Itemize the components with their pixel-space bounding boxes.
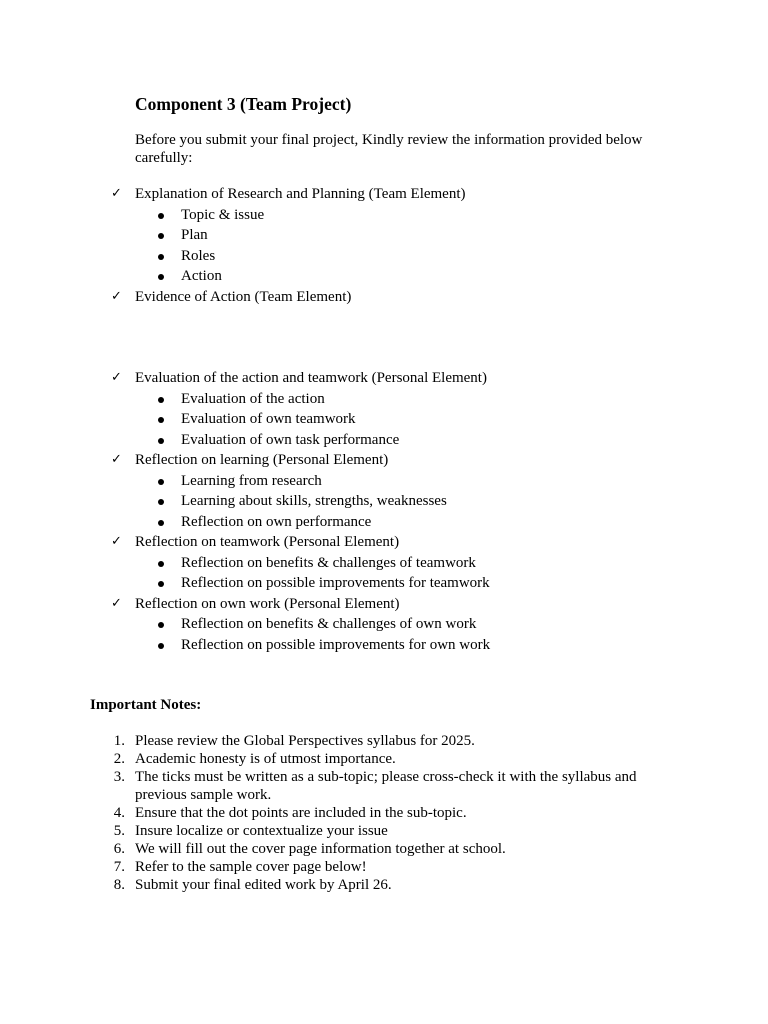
note-number: 8. [113,877,125,893]
sub-point [0,266,768,287]
checkmark-icon: ✓ [111,452,122,467]
note-text: Insure localize or contextualize your issue [135,823,388,839]
checkmark-icon: ✓ [111,186,122,201]
blank-space [0,307,768,368]
sub-point-label: Action [181,268,222,284]
bullet-dot-icon [158,213,164,219]
note-item [0,822,768,840]
checklist-item-label: Reflection on learning (Personal Element) [135,452,389,468]
checklist-item-label: Explanation of Research and Planning (Team Element) [135,186,466,202]
checklist-item [0,368,768,450]
note-number: 1. [113,733,125,749]
note-number: 2. [113,751,125,767]
sub-point-label: Reflection on own performance [181,513,372,530]
checklist-item-label: Evidence of Action (Team Element) [135,288,352,305]
sub-point-list [0,553,768,594]
sub-point [0,205,768,226]
sub-point [0,573,768,594]
sub-point-list [0,471,768,533]
checklist-item-label: Reflection on teamwork (Personal Element) [135,534,400,550]
sub-point-label: Learning about skills, strengths, weaknesses [181,493,447,509]
notes-heading: Important Notes: [90,697,202,713]
sub-point-label: Reflection on benefits & challenges of own work [181,616,477,632]
bullet-dot-icon [158,479,164,485]
sub-point-label: Roles [181,247,216,264]
sub-point-label: Evaluation of the action [181,390,325,407]
checklist-item [0,532,768,594]
notes-list [0,732,768,894]
checklist-item-label: Evaluation of the action and teamwork (Personal Element) [135,370,487,386]
checklist-item-label: Reflection on own work (Personal Element) [135,595,400,612]
note-number: 6. [113,841,125,857]
checklist-item [0,287,768,308]
bullet-dot-icon [158,417,164,423]
bullet-dot-icon [158,233,164,239]
checklist-item [0,594,768,656]
checklist [0,184,768,655]
sub-point [0,389,768,410]
sub-point-label: Reflection on benefits & challenges of teamwork [181,554,476,571]
note-text: We will fill out the cover page information together at school. [135,841,506,857]
note-text: Ensure that the dot points are included in the sub-topic. [135,805,467,821]
sub-point-label: Reflection on possible improvements for teamwork [181,575,490,591]
bullet-dot-icon [158,397,164,403]
sub-point-list [0,205,768,287]
note-item [0,732,768,750]
intro-paragraph: Before you submit your final project, Kindly review the information provided below carefully: [135,132,643,166]
checklist-item [0,184,768,287]
note-number: 5. [113,823,125,839]
note-item [0,876,768,894]
sub-point [0,553,768,574]
checkmark-icon: ✓ [111,595,122,611]
note-number: 3. [113,769,125,785]
bullet-dot-icon [158,274,164,280]
checklist-row [0,450,768,471]
note-item [0,858,768,876]
sub-point-label: Topic & issue [181,206,265,223]
note-text: Please review the Global Perspectives syllabus for 2025. [135,733,475,749]
sub-point [0,225,768,246]
sub-point-list [0,389,768,451]
bullet-dot-icon [158,622,164,628]
bullet-dot-icon [158,520,164,526]
sub-point [0,614,768,635]
sub-point [0,491,768,512]
sub-point [0,635,768,656]
checklist-row [0,532,768,553]
bullet-dot-icon [158,561,164,567]
checklist-row [0,184,768,205]
checkmark-icon: ✓ [111,534,122,549]
note-item [0,804,768,822]
checklist-row [0,594,768,615]
sub-point-label: Plan [181,227,208,243]
note-text: Submit your final edited work by April 26. [135,877,392,893]
note-number: 4. [113,805,125,821]
note-text: The ticks must be written as a sub-topic; please cross-check it with the syllabus and previous sample work. [135,769,637,803]
checkmark-icon: ✓ [111,288,122,304]
sub-point [0,430,768,451]
note-item [0,840,768,858]
note-text: Academic honesty is of utmost importance. [135,751,396,767]
sub-point [0,471,768,492]
checklist-item [0,450,768,532]
sub-point-label: Evaluation of own task performance [181,431,400,448]
note-item [0,750,768,768]
sub-point [0,409,768,430]
sub-point-list [0,614,768,655]
note-item [0,768,768,804]
sub-point [0,246,768,267]
sub-point [0,512,768,533]
sub-point-label: Reflection on possible improvements for own work [181,636,491,653]
bullet-dot-icon [158,438,164,444]
bullet-dot-icon [158,643,164,649]
bullet-dot-icon [158,499,164,505]
page-title: Component 3 (Team Project) [135,94,352,114]
checkmark-icon: ✓ [111,370,122,385]
bullet-dot-icon [158,581,164,587]
bullet-dot-icon [158,254,164,260]
checklist-row [0,287,768,308]
sub-point-label: Evaluation of own teamwork [181,411,356,427]
note-text: Refer to the sample cover page below! [135,859,367,875]
note-number: 7. [113,859,125,875]
checklist-row [0,368,768,389]
sub-point-label: Learning from research [181,472,322,489]
